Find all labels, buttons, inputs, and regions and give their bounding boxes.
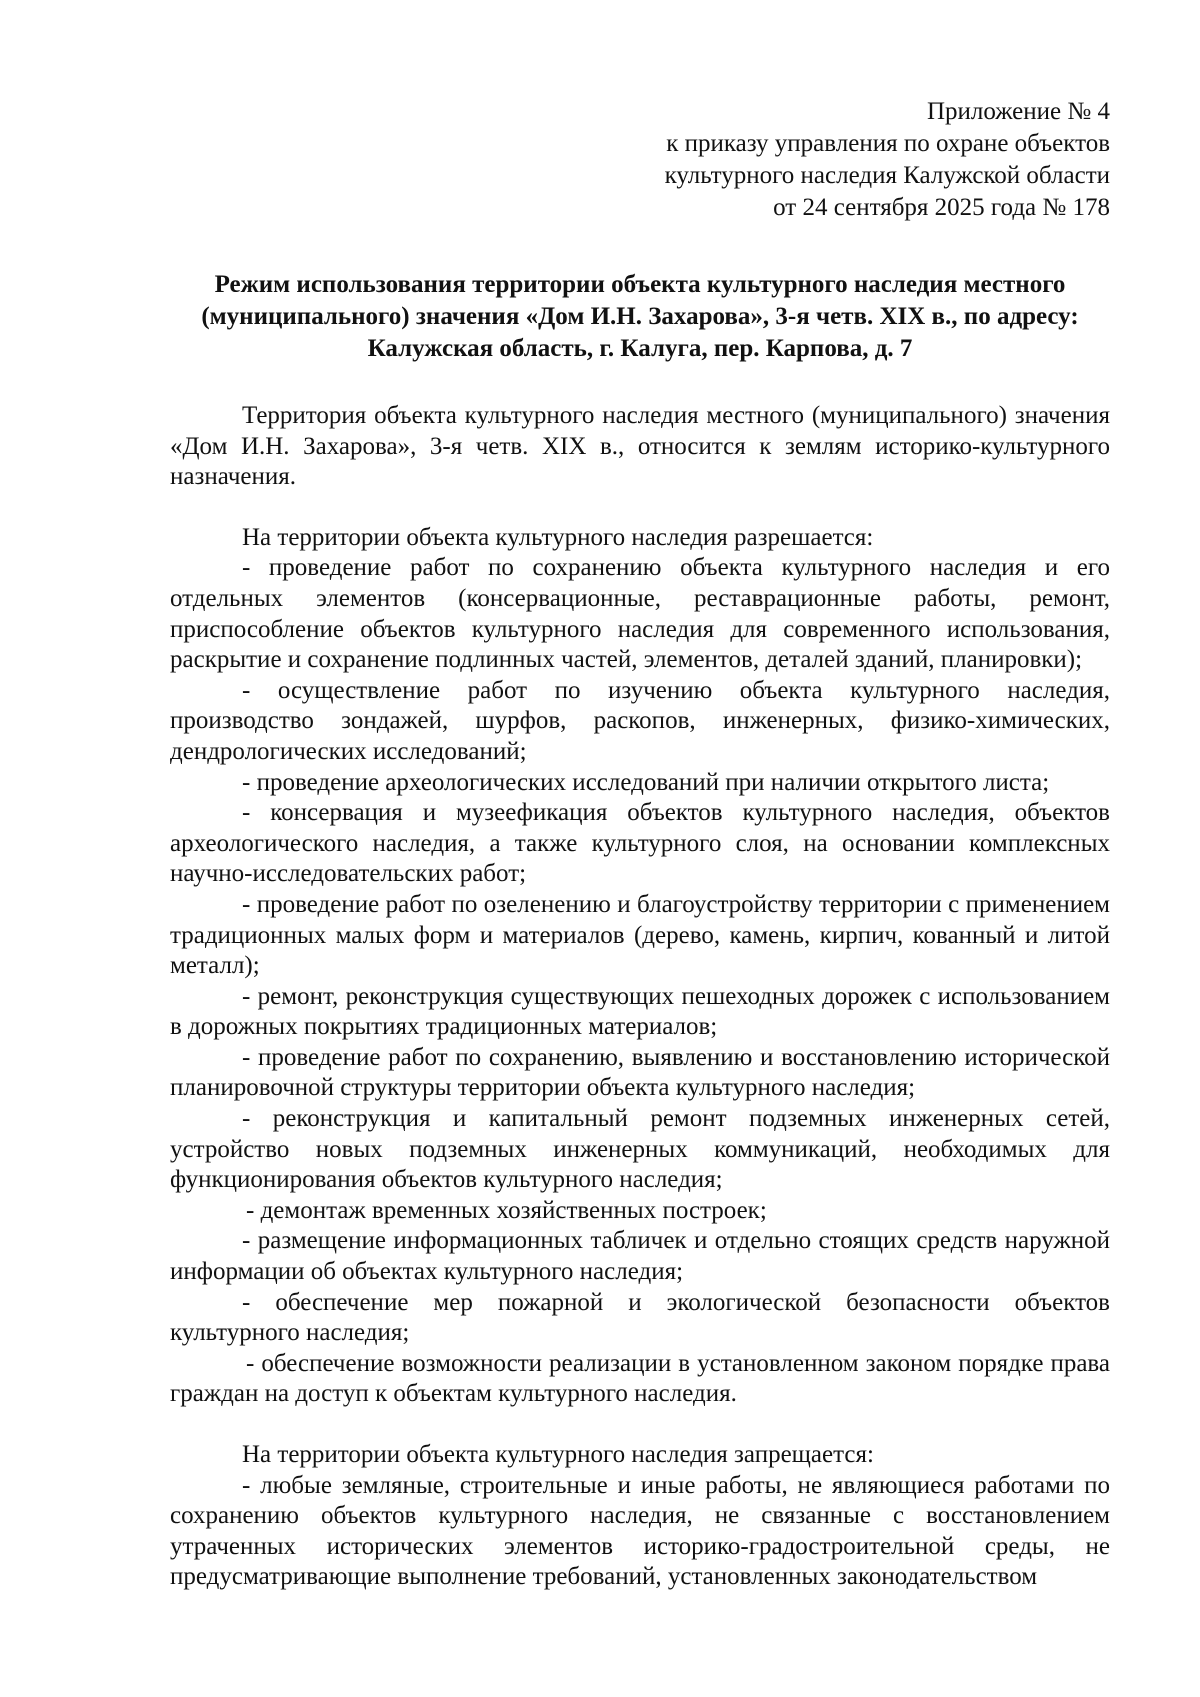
allowed-item: - обеспечение возможности реализации в установленном законом порядке права граждан на доступ к объектам культурного наследия. <box>170 1349 1110 1408</box>
allowed-item: - проведение работ по сохранению объекта культурного наследия и его отдельных элементов (консервационные, реставрационные работы, ремонт, приспособление объектов культурного наследия для современного использования, раскрытие и сохранение подлинных частей, элементов, деталей зданий, планировки); <box>170 554 1110 674</box>
order-reference-line-2: культурного наследия Калужской области <box>664 162 1110 189</box>
allowed-item: - демонтаж временных хозяйственных построек; <box>246 1196 767 1224</box>
title-line-2: (муниципального) значения «Дом И.Н. Захарова», 3-я четв. XIX в., по адресу: <box>201 303 1079 330</box>
document-title <box>170 269 1110 365</box>
order-reference-line-1: к приказу управления по охране объектов <box>666 130 1110 157</box>
appendix-number: Приложение № 4 <box>926 98 1110 125</box>
appendix-header <box>170 96 1110 224</box>
allowed-item: - проведение работ по озеленению и благоустройству территории с применением традиционных малых форм и материалов (дерево, камень, кирпич, кованный и литой металл); <box>170 890 1110 980</box>
allowed-item: - проведение археологических исследований при наличии открытого листа; <box>242 768 1050 796</box>
title-line-1: Режим использования территории объекта культурного наследия местного <box>214 271 1066 298</box>
forbidden-heading: На территории объекта культурного наследия запрещается: <box>242 1441 874 1468</box>
order-date-number: от 24 сентября 2025 года № 178 <box>773 194 1110 221</box>
allowed-item: - ремонт, реконструкция существующих пешеходных дорожек с использованием в дорожных покрытиях традиционных материалов; <box>170 982 1110 1041</box>
intro-paragraph: Территория объекта культурного наследия местного (муниципального) значения «Дом И.Н. Захарова», 3-я четв. XIX в., относится к землям историко-культурного назначения. <box>170 402 1110 491</box>
forbidden-item: - любые земляные, строительные и иные работы, не являющиеся работами по сохранению объектов культурного наследия, не связанные с восстановлением утраченных исторических элементов историко-градостроительной среды, не предусматривающие выполнение требований, установленных законодательством <box>170 1471 1110 1591</box>
allowed-item: - размещение информационных табличек и отдельно стоящих средств наружной информации об объектах культурного наследия; <box>170 1227 1110 1286</box>
allowed-item: - обеспечение мер пожарной и экологической безопасности объектов культурного наследия; <box>170 1288 1110 1347</box>
allowed-heading: На территории объекта культурного наследия разрешается: <box>242 523 874 551</box>
allowed-item: - консервация и музеефикация объектов культурного наследия, объектов археологического наследия, а также культурного слоя, на основании комплексных научно-исследовательских работ; <box>170 799 1110 888</box>
allowed-item: - осуществление работ по изучению объекта культурного наследия, производство зондажей, шурфов, раскопов, инженерных, физико-химических, дендрологических исследований; <box>170 676 1110 765</box>
allowed-item: - проведение работ по сохранению, выявлению и восстановлению исторической планировочной структуры территории объекта культурного наследия; <box>170 1043 1110 1102</box>
allowed-item: - реконструкция и капитальный ремонт подземных инженерных сетей, устройство новых подземных инженерных коммуникаций, необходимых для функционирования объектов культурного наследия; <box>170 1105 1110 1194</box>
title-line-3: Калужская область, г. Калуга, пер. Карпова, д. 7 <box>367 335 913 362</box>
